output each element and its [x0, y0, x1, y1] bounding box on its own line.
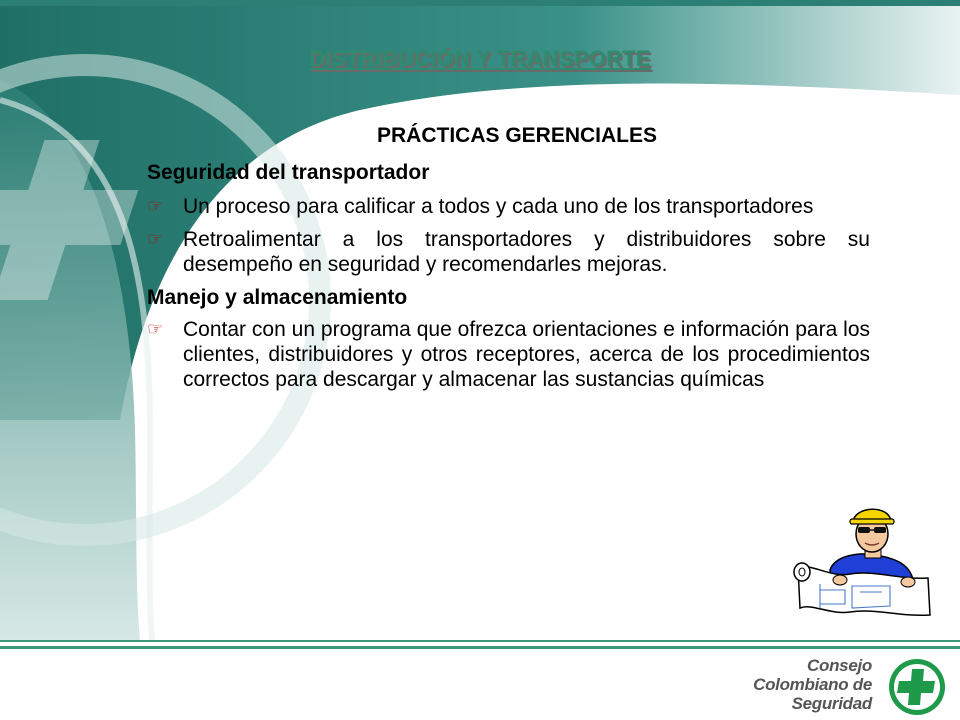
bullet-text: Contar con un programa que ofrezca orientaciones e información para los clientes, distribuidores y otros receptores, acerca de los procedimientos correctos para descargar y almacenar las sustancias químicas	[183, 318, 870, 391]
pointing-hand-icon: ☞	[147, 229, 164, 249]
bullet-item	[147, 317, 870, 392]
footer-divider-line	[0, 640, 960, 642]
org-name-line: Consejo	[807, 656, 872, 675]
green-cross-logo-icon	[885, 656, 949, 718]
org-name-line: Colombiano de	[753, 675, 872, 694]
bullet-item	[147, 194, 870, 219]
bullet-text: Un proceso para calificar a todos y cada uno de los transportadores	[183, 195, 814, 218]
bullet-text: Retroalimentar a los transportadores y distribuidores sobre su desempeño en seguridad y recomendarles mejoras.	[183, 228, 870, 276]
section-heading-transportador: Seguridad del transportador	[147, 161, 430, 184]
organization-name	[753, 656, 872, 713]
pointing-hand-icon: ☞	[147, 196, 164, 216]
worker-with-blueprint-clipart	[790, 500, 940, 625]
slide-subtitle: PRÁCTICAS GERENCIALES	[376, 124, 658, 147]
pointing-hand-icon: ☞	[147, 319, 164, 339]
footer-divider-line	[0, 646, 960, 649]
section-heading-manejo: Manejo y almacenamiento	[147, 286, 408, 309]
bullet-item	[147, 227, 870, 277]
org-name-line: Seguridad	[791, 694, 872, 713]
slide-title: DISTRIBUCIÓN Y TRANSPORTE	[309, 46, 651, 71]
slide-content	[147, 158, 870, 392]
